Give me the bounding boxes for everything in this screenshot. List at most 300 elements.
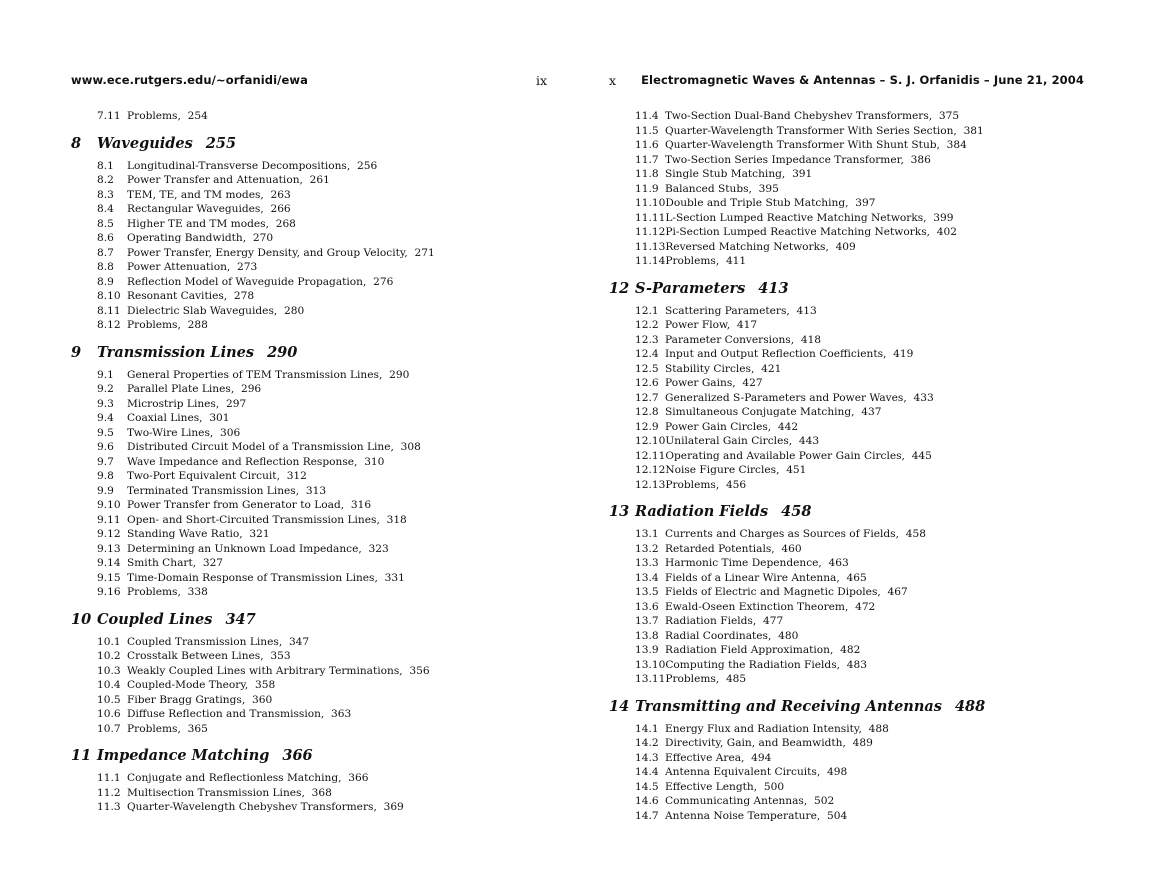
section-title: Directivity, Gain, and Beamwidth, xyxy=(665,737,846,749)
section-title: General Properties of TEM Transmission Lines, xyxy=(127,368,383,381)
section-title: Higher TE and TM modes, xyxy=(127,217,269,230)
section-number: 13.1 xyxy=(635,528,659,540)
section-title: Problems, xyxy=(127,722,181,735)
section-title: Harmonic Time Dependence, xyxy=(665,557,822,569)
section-page: 463 xyxy=(828,557,849,569)
section-title: Energy Flux and Radiation Intensity, xyxy=(665,722,862,735)
section-title: Power Attenuation, xyxy=(127,261,231,273)
toc-entry xyxy=(609,376,1109,391)
section-number: 8.2 xyxy=(97,174,114,186)
chapter-heading xyxy=(609,278,1109,300)
section-page: 263 xyxy=(270,188,291,201)
toc-entry xyxy=(609,736,1109,751)
section-title: Balanced Stubs, xyxy=(665,182,752,195)
left-header-url: www.ece.rutgers.edu/~orfanidi/ewa xyxy=(71,73,308,87)
section-title: Quarter-Wavelength Transformer With Shunt Stub, xyxy=(665,139,940,151)
section-page: 502 xyxy=(814,795,835,807)
section-number: 11.1 xyxy=(97,772,121,784)
section-number: 11.5 xyxy=(635,124,659,137)
section-title: Reflection Model of Waveguide Propagation, xyxy=(127,275,367,288)
section-page: 411 xyxy=(725,255,747,267)
section-page: 297 xyxy=(225,397,247,410)
section-number: 9.6 xyxy=(97,441,114,453)
chapter-page: 347 xyxy=(225,610,256,628)
section-page: 397 xyxy=(855,197,876,209)
section-page: 381 xyxy=(963,124,984,137)
section-number: 12.7 xyxy=(635,391,659,404)
section-number: 13.5 xyxy=(635,586,659,598)
section-page: 347 xyxy=(288,635,310,648)
toc-entry xyxy=(609,362,1109,377)
section-page: 301 xyxy=(209,412,230,424)
toc-entry xyxy=(609,196,1109,211)
section-number: 13.4 xyxy=(635,571,659,584)
section-page: 360 xyxy=(251,693,273,706)
chapter-title: Radiation Fields xyxy=(635,503,769,520)
chapter-page: 488 xyxy=(954,697,986,715)
section-page: 472 xyxy=(855,600,876,613)
section-number: 8.11 xyxy=(97,304,121,317)
section-page: 443 xyxy=(798,435,820,447)
toc-entry xyxy=(609,765,1109,780)
chapter-number: 13 xyxy=(609,503,630,520)
section-page: 500 xyxy=(763,780,785,793)
chapter-title: Impedance Matching xyxy=(97,747,270,764)
section-number: 10.2 xyxy=(97,650,121,662)
section-title: Standing Wave Ratio, xyxy=(127,528,243,540)
section-title: Quarter-Wavelength Chebyshev Transformers, xyxy=(127,801,377,813)
section-number: 11.14 xyxy=(635,255,666,267)
chapter-title: Transmission Lines xyxy=(97,343,255,361)
toc-entry xyxy=(71,527,571,542)
section-number: 13.3 xyxy=(635,557,659,569)
toc-entry xyxy=(71,542,571,557)
section-number: 13.2 xyxy=(635,542,659,555)
section-page: 316 xyxy=(350,499,372,511)
section-number: 11.11 xyxy=(635,211,666,224)
section-number: 9.1 xyxy=(97,368,114,381)
section-page: 409 xyxy=(835,240,856,253)
section-title: Noise Figure Circles, xyxy=(665,464,780,476)
section-title: Power Gains, xyxy=(665,377,736,389)
toc-entry xyxy=(609,420,1109,435)
section-title: Generalized S-Parameters and Power Waves, xyxy=(665,391,907,404)
toc-entry xyxy=(71,440,571,455)
section-number: 7.11 xyxy=(97,110,121,122)
section-number: 11.2 xyxy=(97,786,121,799)
section-number: 12.8 xyxy=(635,406,659,418)
toc-entry xyxy=(71,109,571,124)
section-title: Ewald-Oseen Extinction Theorem, xyxy=(665,600,849,613)
section-title: Radial Coordinates, xyxy=(665,629,772,642)
toc-entry xyxy=(609,405,1109,420)
section-page: 489 xyxy=(852,737,873,749)
section-number: 13.6 xyxy=(635,600,659,613)
section-title: Diffuse Reflection and Transmission, xyxy=(127,708,325,720)
section-number: 13.9 xyxy=(635,644,659,656)
section-page: 321 xyxy=(249,528,270,540)
section-title: Distributed Circuit Model of a Transmission Line, xyxy=(127,441,394,453)
toc-entry xyxy=(71,289,571,304)
chapter-heading xyxy=(71,745,571,767)
section-page: 356 xyxy=(409,664,430,677)
section-page: 271 xyxy=(414,246,435,259)
left-toc-column xyxy=(71,109,571,815)
section-number: 11.4 xyxy=(635,110,659,122)
section-number: 10.3 xyxy=(97,664,121,677)
toc-entry xyxy=(609,542,1109,557)
section-title: Determining an Unknown Load Impedance, xyxy=(127,542,362,555)
toc-entry xyxy=(71,411,571,426)
section-page: 353 xyxy=(270,650,291,662)
toc-entry xyxy=(609,629,1109,644)
section-number: 9.3 xyxy=(97,397,114,410)
chapter-heading xyxy=(71,342,571,364)
toc-entry xyxy=(609,124,1109,139)
toc-entry xyxy=(71,246,571,261)
section-title: Antenna Equivalent Circuits, xyxy=(665,766,821,778)
section-number: 11.13 xyxy=(635,240,666,253)
section-page: 445 xyxy=(911,449,932,462)
right-toc-column xyxy=(609,109,1109,823)
section-number: 11.6 xyxy=(635,139,659,151)
toc-entry xyxy=(609,304,1109,319)
section-title: Two-Section Series Impedance Transformer, xyxy=(665,153,904,166)
section-number: 12.12 xyxy=(635,464,666,476)
section-page: 288 xyxy=(187,319,208,331)
toc-entry xyxy=(609,658,1109,673)
section-title: Dielectric Slab Waveguides, xyxy=(127,304,278,317)
toc-entry xyxy=(71,678,571,693)
toc-entry xyxy=(609,318,1109,333)
section-number: 8.5 xyxy=(97,217,114,230)
section-title: Two-Section Dual-Band Chebyshev Transformers, xyxy=(665,110,933,122)
section-page: 306 xyxy=(220,426,241,439)
section-title: Input and Output Reflection Coefficients, xyxy=(665,348,887,360)
toc-entry xyxy=(609,167,1109,182)
toc-entry xyxy=(71,455,571,470)
toc-entry xyxy=(71,173,571,188)
toc-entry xyxy=(71,382,571,397)
section-title: TEM, TE, and TM modes, xyxy=(127,188,264,201)
toc-entry xyxy=(71,397,571,412)
toc-entry xyxy=(71,231,571,246)
toc-entry xyxy=(71,260,571,275)
section-number: 9.14 xyxy=(97,557,121,569)
toc-entry xyxy=(609,225,1109,240)
section-number: 9.7 xyxy=(97,455,114,468)
section-page: 363 xyxy=(331,708,352,720)
section-number: 8.9 xyxy=(97,275,114,288)
chapter-page: 413 xyxy=(758,279,789,297)
section-page: 494 xyxy=(751,751,772,764)
section-title: Power Transfer from Generator to Load, xyxy=(127,499,345,511)
toc-entry xyxy=(71,469,571,484)
toc-entry xyxy=(609,240,1109,255)
section-title: Radiation Field Approximation, xyxy=(665,644,834,656)
section-number: 10.4 xyxy=(97,679,121,691)
toc-entry xyxy=(609,478,1109,493)
section-page: 358 xyxy=(255,679,276,691)
section-number: 12.4 xyxy=(635,348,659,360)
section-page: 256 xyxy=(356,159,378,172)
section-title: Double and Triple Stub Matching, xyxy=(665,197,849,209)
section-title: Parameter Conversions, xyxy=(665,333,795,346)
toc-entry xyxy=(609,211,1109,226)
section-page: 504 xyxy=(826,809,848,822)
section-title: Fields of Electric and Magnetic Dipoles, xyxy=(665,586,881,598)
section-number: 14.5 xyxy=(635,780,659,793)
section-title: Pi-Section Lumped Reactive Matching Networks, xyxy=(665,226,931,238)
section-number: 8.6 xyxy=(97,232,114,244)
toc-entry xyxy=(609,449,1109,464)
section-page: 254 xyxy=(187,110,208,122)
toc-entry xyxy=(609,672,1109,687)
section-number: 13.11 xyxy=(635,673,666,685)
toc-entry xyxy=(71,800,571,815)
toc-entry xyxy=(71,571,571,586)
section-number: 9.13 xyxy=(97,542,121,555)
section-number: 8.1 xyxy=(97,159,114,172)
section-title: Simultaneous Conjugate Matching, xyxy=(665,406,855,418)
section-page: 323 xyxy=(368,542,389,555)
toc-entry xyxy=(71,188,571,203)
section-page: 451 xyxy=(786,464,807,476)
section-title: Longitudinal-Transverse Decompositions, xyxy=(127,159,351,172)
section-title: Operating and Available Power Gain Circles, xyxy=(665,449,905,462)
section-number: 9.12 xyxy=(97,528,121,540)
section-title: Computing the Radiation Fields, xyxy=(665,658,841,671)
toc-entry xyxy=(71,722,571,737)
section-title: Problems, xyxy=(127,319,181,331)
section-page: 261 xyxy=(309,174,330,186)
toc-entry xyxy=(71,635,571,650)
section-page: 384 xyxy=(946,139,967,151)
section-title: Antenna Noise Temperature, xyxy=(665,809,821,822)
toc-entry xyxy=(609,614,1109,629)
section-page: 395 xyxy=(758,182,779,195)
chapter-title: Transmitting and Receiving Antennas xyxy=(635,697,942,715)
toc-entry xyxy=(609,138,1109,153)
toc-entry xyxy=(71,159,571,174)
section-page: 331 xyxy=(384,571,405,584)
section-title: Conjugate and Reflectionless Matching, xyxy=(127,772,342,784)
toc-entry xyxy=(609,794,1109,809)
section-page: 480 xyxy=(778,629,799,642)
section-title: Open- and Short-Circuited Transmission Lines, xyxy=(127,513,380,526)
section-page: 391 xyxy=(792,168,813,180)
toc-entry xyxy=(609,527,1109,542)
section-number: 8.4 xyxy=(97,203,114,215)
section-number: 9.9 xyxy=(97,484,114,497)
section-number: 9.4 xyxy=(97,412,114,424)
section-number: 10.5 xyxy=(97,693,121,706)
section-title: Smith Chart, xyxy=(127,557,197,569)
section-title: Problems, xyxy=(665,255,720,267)
toc-entry xyxy=(609,780,1109,795)
section-page: 366 xyxy=(348,772,369,784)
chapter-heading xyxy=(71,609,571,631)
chapter-number: 14 xyxy=(609,697,630,715)
toc-entry xyxy=(609,556,1109,571)
chapter-page: 458 xyxy=(781,503,812,520)
toc-entry xyxy=(609,643,1109,658)
section-page: 318 xyxy=(386,513,407,526)
section-page: 477 xyxy=(762,615,784,627)
toc-entry xyxy=(609,333,1109,348)
section-title: Power Flow, xyxy=(665,319,731,331)
section-page: 485 xyxy=(725,673,747,685)
section-page: 419 xyxy=(893,348,914,360)
section-number: 14.4 xyxy=(635,766,659,778)
toc-entry xyxy=(609,585,1109,600)
toc-entry xyxy=(71,304,571,319)
toc-entry xyxy=(71,275,571,290)
section-number: 14.2 xyxy=(635,737,659,749)
section-title: Effective Area, xyxy=(665,751,745,764)
section-page: 338 xyxy=(187,586,208,598)
toc-entry xyxy=(71,693,571,708)
section-page: 278 xyxy=(233,290,255,302)
section-title: Two-Wire Lines, xyxy=(127,426,214,439)
section-number: 8.3 xyxy=(97,188,114,201)
left-page-number: ix xyxy=(536,73,548,88)
section-title: Quarter-Wavelength Transformer With Series Section, xyxy=(665,124,957,137)
toc-entry xyxy=(609,809,1109,824)
section-title: Parallel Plate Lines, xyxy=(127,383,235,395)
section-page: 368 xyxy=(311,786,332,799)
section-number: 8.7 xyxy=(97,246,114,259)
section-title: Currents and Charges as Sources of Fields, xyxy=(665,528,899,540)
toc-entry xyxy=(609,463,1109,478)
section-number: 8.8 xyxy=(97,261,114,273)
section-number: 12.11 xyxy=(635,449,666,462)
section-page: 399 xyxy=(933,211,954,224)
section-page: 327 xyxy=(202,557,224,569)
section-page: 312 xyxy=(286,470,307,482)
toc-entry xyxy=(609,434,1109,449)
section-title: Problems, xyxy=(665,478,720,491)
section-number: 14.6 xyxy=(635,795,659,807)
section-page: 296 xyxy=(240,383,262,395)
section-page: 386 xyxy=(910,153,931,166)
section-number: 12.2 xyxy=(635,319,659,331)
toc-entry xyxy=(71,585,571,600)
section-title: Resonant Cavities, xyxy=(127,290,228,302)
toc-entry xyxy=(71,498,571,513)
section-number: 11.8 xyxy=(635,168,659,180)
chapter-heading xyxy=(609,696,1109,718)
section-title: Terminated Transmission Lines, xyxy=(127,484,300,497)
chapter-number: 11 xyxy=(71,747,92,764)
section-title: Two-Port Equivalent Circuit, xyxy=(127,470,280,482)
section-number: 8.12 xyxy=(97,319,121,331)
section-page: 413 xyxy=(796,304,817,317)
section-page: 437 xyxy=(861,406,882,418)
section-number: 13.10 xyxy=(635,658,666,671)
section-page: 458 xyxy=(905,528,926,540)
toc-entry xyxy=(71,426,571,441)
section-title: Fiber Bragg Gratings, xyxy=(127,693,246,706)
section-title: Retarded Potentials, xyxy=(665,542,775,555)
toc-entry xyxy=(71,484,571,499)
toc-entry xyxy=(609,600,1109,615)
section-page: 417 xyxy=(736,319,758,331)
section-number: 9.15 xyxy=(97,571,121,584)
section-page: 313 xyxy=(305,484,327,497)
chapter-page: 366 xyxy=(282,747,313,764)
section-title: Operating Bandwidth, xyxy=(127,232,247,244)
section-number: 13.8 xyxy=(635,629,659,642)
chapter-number: 8 xyxy=(71,134,82,152)
section-title: Wave Impedance and Reflection Response, xyxy=(127,455,358,468)
section-page: 482 xyxy=(840,644,861,656)
toc-entry xyxy=(71,217,571,232)
section-page: 402 xyxy=(936,226,958,238)
toc-entry xyxy=(71,771,571,786)
section-title: Rectangular Waveguides, xyxy=(127,203,264,215)
section-page: 375 xyxy=(938,110,960,122)
section-number: 13.7 xyxy=(635,615,659,627)
section-number: 14.1 xyxy=(635,722,659,735)
section-title: Power Gain Circles, xyxy=(665,420,772,433)
section-title: Coaxial Lines, xyxy=(127,412,203,424)
section-number: 11.7 xyxy=(635,153,659,166)
toc-entry xyxy=(71,202,571,217)
toc-entry xyxy=(609,571,1109,586)
toc-entry xyxy=(71,368,571,383)
section-number: 9.16 xyxy=(97,586,121,598)
section-number: 9.11 xyxy=(97,513,121,526)
section-number: 11.10 xyxy=(635,197,666,209)
section-number: 10.7 xyxy=(97,722,121,735)
right-page-number: x xyxy=(609,73,617,88)
section-number: 14.7 xyxy=(635,809,659,822)
toc-entry xyxy=(71,664,571,679)
section-number: 12.13 xyxy=(635,478,666,491)
chapter-heading xyxy=(609,501,1109,523)
section-number: 11.12 xyxy=(635,226,666,238)
section-page: 488 xyxy=(868,722,889,735)
section-page: 276 xyxy=(373,275,394,288)
toc-entry xyxy=(609,347,1109,362)
section-page: 483 xyxy=(846,658,867,671)
section-page: 460 xyxy=(781,542,802,555)
section-title: Radiation Fields, xyxy=(665,615,757,627)
section-title: Unilateral Gain Circles, xyxy=(665,435,793,447)
section-page: 418 xyxy=(800,333,822,346)
section-title: Problems, xyxy=(127,586,181,598)
section-title: Multisection Transmission Lines, xyxy=(127,786,305,799)
chapter-title: S-Parameters xyxy=(635,279,746,297)
section-page: 467 xyxy=(887,586,908,598)
section-page: 266 xyxy=(270,203,291,215)
chapter-number: 10 xyxy=(71,610,92,628)
chapter-title: Waveguides xyxy=(97,134,193,152)
chapter-page: 290 xyxy=(267,343,298,361)
section-page: 442 xyxy=(777,420,799,433)
toc-entry xyxy=(71,556,571,571)
section-title: Reversed Matching Networks, xyxy=(665,240,829,253)
section-title: Stability Circles, xyxy=(665,362,755,375)
section-page: 421 xyxy=(761,362,782,375)
toc-entry xyxy=(609,751,1109,766)
toc-entry xyxy=(71,318,571,333)
section-number: 12.5 xyxy=(635,362,659,375)
section-title: Problems, xyxy=(665,673,720,685)
section-page: 365 xyxy=(187,722,208,735)
chapter-title: Coupled Lines xyxy=(97,610,213,628)
